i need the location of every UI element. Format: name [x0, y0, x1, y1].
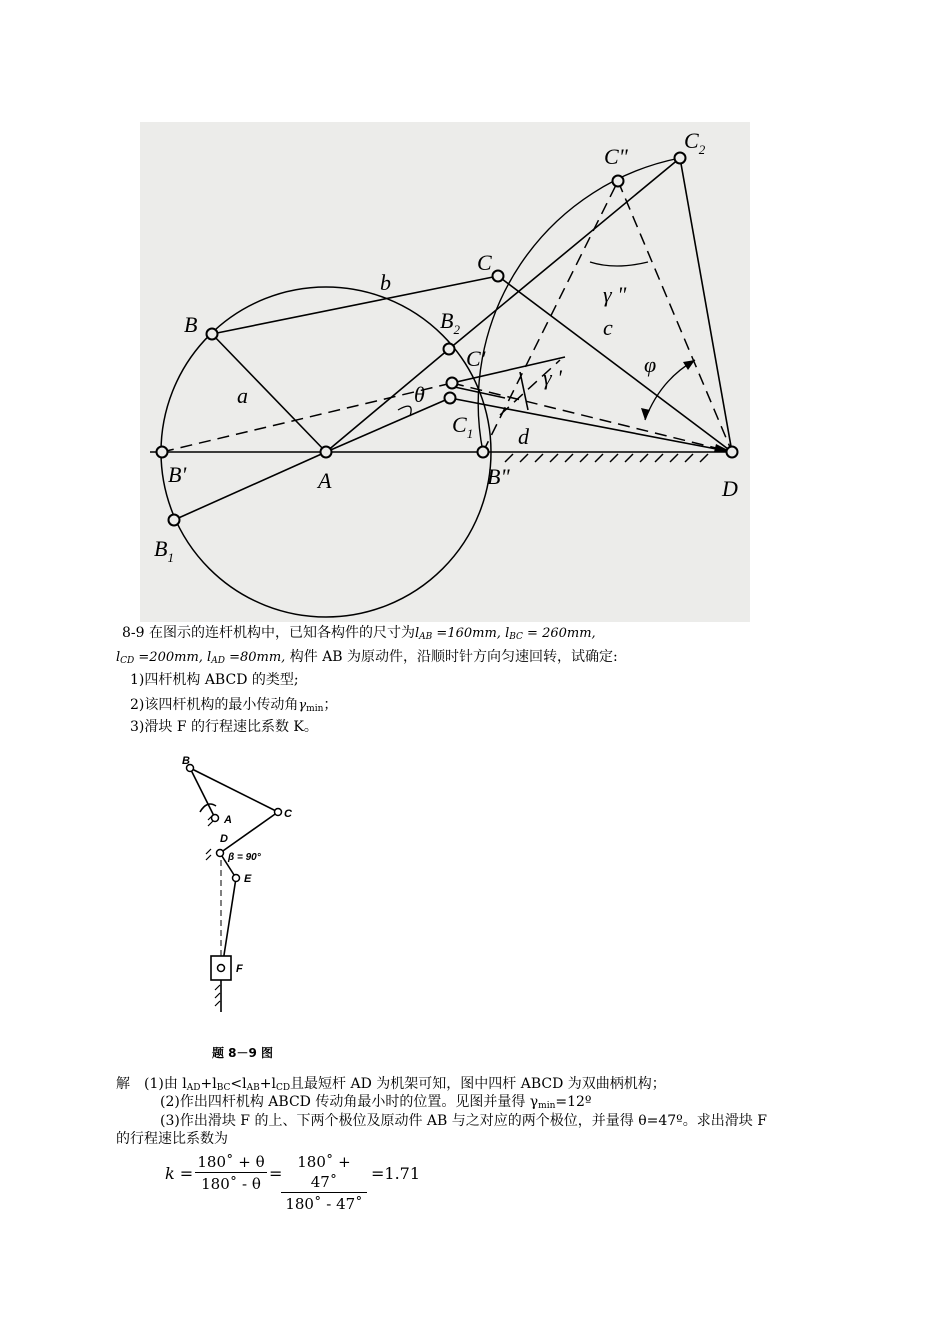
fraction-1-numerator: 180˚ + θ — [195, 1152, 267, 1173]
label-C1: $C_1$ — [452, 412, 474, 441]
label-C-prime: C' — [466, 346, 486, 371]
fraction-2-numerator: 180˚ + 47˚ — [281, 1152, 367, 1193]
problem-line-2: $l_{CD} =200mm$, $l_{AD} =80mm$, 构件 AB 为原动件，沿顺时针方向匀速回转，试确定: — [116, 649, 618, 666]
label-B1: $B_1$ — [154, 536, 174, 565]
fig2-label-E: E — [244, 873, 252, 885]
fraction-1 — [195, 1152, 267, 1195]
solution-line-1: 解 (1)由 $l_{AD}+l_{BC}<l_{AB}+l_{CD}$且最短杆 AD 为机架可知，图中四杆 ABCD 为双曲柄机构； — [116, 1076, 666, 1093]
problem-line-1: 8-9 在图示的连杆机构中，已知各构件的尺寸为$l_{AB} =160mm$, $l_{BC} = 260mm$, — [122, 625, 596, 642]
question-2: 2)该四杆机构的最小传动角$\gamma_{min}$； — [130, 697, 338, 714]
label-C-dblprime: C" — [604, 144, 628, 169]
label-c: c — [603, 315, 613, 340]
fraction-2-denominator: 180˚ - 47˚ — [285, 1195, 363, 1213]
solution-line-2: (2)作出四杆机构 ABCD 传动角最小时的位置。见图并量得 $\gamma_{min}=12º$ — [160, 1094, 592, 1111]
formula-k: k = — [165, 1164, 194, 1183]
formula-equals: = — [269, 1164, 283, 1183]
label-C: C — [477, 250, 492, 275]
fig2-label-D: D — [220, 833, 228, 845]
fraction-1-denominator: 180˚ - θ — [201, 1175, 261, 1193]
formula-result: =1.71 — [371, 1164, 421, 1183]
linkage-diagram — [140, 122, 750, 622]
fraction-2 — [281, 1152, 367, 1215]
label-D: D — [722, 476, 738, 501]
label-d: d — [518, 424, 529, 449]
fig2-label-A: A — [224, 814, 232, 826]
fig2-label-C: C — [284, 808, 292, 820]
k-formula — [165, 1152, 435, 1213]
label-a: a — [237, 383, 248, 408]
mechanism-diagram — [175, 748, 315, 1048]
question-1: 1)四杆机构 ABCD 的类型; — [130, 672, 299, 688]
fig2-label-B: B — [182, 755, 190, 767]
label-B-prime: B' — [168, 462, 187, 487]
label-B: B — [184, 312, 198, 337]
fig2-label-beta: β = 90° — [228, 852, 261, 863]
label-A: A — [318, 468, 332, 493]
fig2-label-F: F — [236, 963, 243, 975]
solution-line-3: (3)作出滑块 F 的上、下两个极位及原动件 AB 与之对应的两个极位，并量得 θ=47º。求出滑块 F — [160, 1113, 767, 1129]
label-b: b — [380, 270, 391, 295]
label-C2: $C_2$ — [684, 128, 706, 157]
figure-caption: 题 8－9 图 — [212, 1046, 274, 1060]
label-B2: $B_2$ — [440, 308, 460, 337]
question-3: 3)滑块 F 的行程速比系数 K。 — [130, 719, 318, 735]
label-gamma-dblprime: γ " — [603, 282, 627, 307]
solution-line-4: 的行程速比系数为 — [116, 1131, 228, 1147]
label-theta: θ — [414, 382, 425, 407]
label-gamma-prime: γ ' — [543, 365, 562, 390]
label-B-dblprime: B" — [487, 464, 510, 489]
label-phi: φ — [644, 352, 657, 377]
